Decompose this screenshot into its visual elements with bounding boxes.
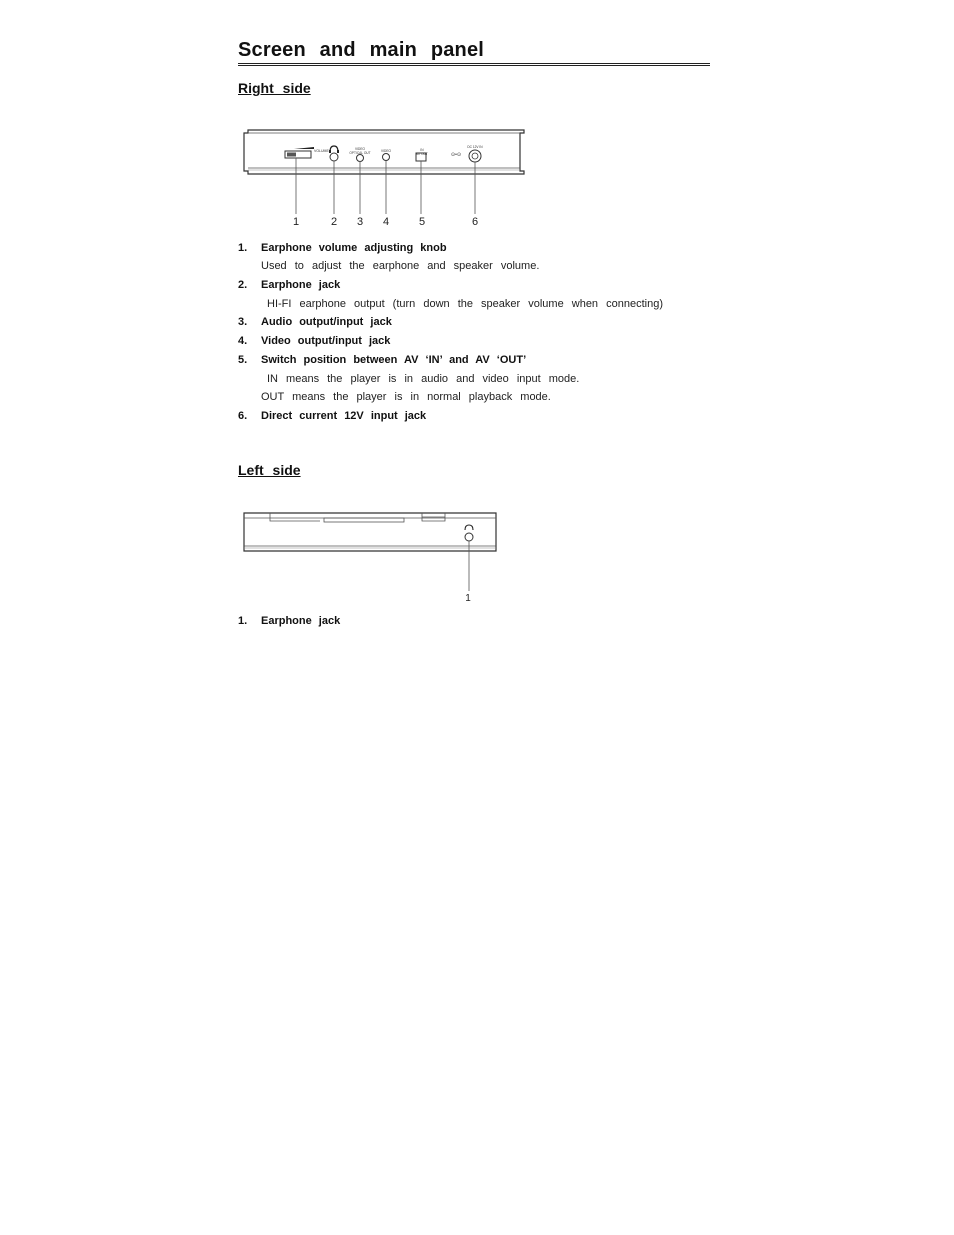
item-number: 5.: [238, 354, 248, 366]
list-item: [238, 241, 447, 255]
dc-label: DC 12V IN: [467, 145, 483, 149]
headphone-icon: [465, 525, 473, 530]
dc-jack-icon: [469, 150, 481, 162]
item-number: 6.: [238, 410, 248, 422]
left-side-diagram: [240, 508, 502, 604]
callout-2: 2: [330, 216, 338, 228]
callout-1: 1: [292, 216, 300, 228]
item-label: Direct current 12V input jack: [261, 410, 427, 422]
item-label: Switch position between AV ‘IN’ and AV ‘OUT’: [261, 354, 527, 366]
callout-3: 3: [356, 216, 364, 228]
callout-1: 1: [465, 593, 471, 604]
item-number: 2.: [238, 279, 248, 291]
headphone-icon: [330, 146, 338, 152]
item-label: Earphone jack: [261, 279, 341, 291]
volume-wedge-icon: [294, 147, 314, 149]
item-description: Used to adjust the earphone and speaker volume.: [261, 260, 540, 272]
callout-4: 4: [382, 216, 390, 228]
earphone-jack-icon: [330, 153, 338, 161]
video-optical-label: VIDEO: [355, 147, 365, 151]
video-label: VIDEO: [381, 149, 391, 153]
item-number: 4.: [238, 335, 248, 347]
list-item: [238, 353, 526, 367]
video-jack-icon: [383, 154, 390, 161]
callout-5: 5: [418, 216, 426, 228]
volume-label: VOLUME: [314, 149, 329, 153]
right-side-diagram: [240, 124, 530, 230]
item-description: IN means the player is in audio and video input mode.: [267, 373, 580, 385]
earphone-jack-icon: [465, 533, 473, 541]
svg-text:AV OUT: AV OUT: [416, 152, 428, 156]
svg-text:OPTICAL OUT: OPTICAL OUT: [349, 151, 371, 155]
item-number: 3.: [238, 316, 248, 328]
item-description: OUT means the player is in normal playback mode.: [261, 391, 551, 403]
section-heading-right-side: Right side: [238, 80, 311, 96]
item-number: 1.: [238, 615, 248, 627]
item-label: Earphone jack: [261, 615, 341, 627]
list-item: [238, 409, 426, 423]
list-item: [238, 278, 340, 292]
list-item: [238, 315, 392, 329]
item-label: Audio output/input jack: [261, 316, 392, 328]
audio-jack-icon: [357, 155, 364, 162]
item-number: 1.: [238, 242, 248, 254]
list-item: [238, 334, 390, 348]
list-item: [238, 614, 340, 628]
section-heading-left-side: Left side: [238, 462, 301, 478]
svg-text:IN: IN: [420, 148, 424, 152]
callout-6: 6: [471, 216, 479, 228]
svg-text:⊙•⊙: ⊙•⊙: [450, 152, 462, 158]
item-label: Earphone volume adjusting knob: [261, 242, 447, 254]
item-label: Video output/input jack: [261, 335, 391, 347]
page-title: Screen and main panel: [238, 38, 710, 66]
item-description: HI-FI earphone output (turn down the speaker volume when connecting): [267, 298, 663, 310]
